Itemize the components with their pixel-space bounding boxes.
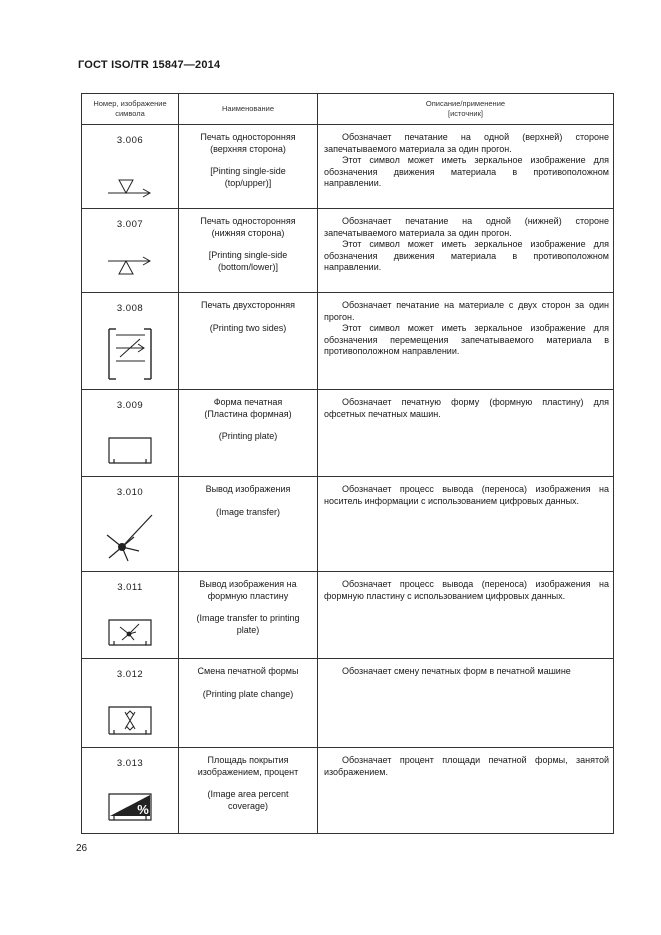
- symbol-cell: [82, 572, 179, 659]
- description-paragraph: Обозначает печатание на одной (верхней) стороне запечатываемого материала за один прогон.: [324, 132, 609, 154]
- description-cell: [318, 572, 614, 659]
- table-row: [82, 293, 614, 390]
- description-cell: [318, 209, 614, 293]
- name-en: [183, 507, 313, 519]
- table-row: [82, 390, 614, 477]
- header-name: Наименование: [179, 94, 318, 125]
- description-paragraph: Этот символ может иметь зеркальное изображение для обозначения движения материала в противоположном направлении.: [324, 239, 609, 272]
- symbol-number: 3.010: [116, 487, 144, 498]
- symbol-number: 3.011: [117, 582, 143, 593]
- document-title: ГОСТ ISO/TR 15847—2014: [78, 59, 221, 71]
- plate-change-icon: [82, 703, 179, 739]
- name-ru-line: Площадь покрытия: [207, 755, 289, 765]
- table-row: [82, 209, 614, 293]
- name-cell: [179, 390, 318, 477]
- name-ru-line: Печать двухсторонняя: [201, 300, 295, 310]
- description-cell: [318, 477, 614, 572]
- symbol-number: 3.013: [116, 758, 144, 769]
- symbol-number: 3.006: [116, 135, 144, 146]
- name-ru-line: (верхняя сторона): [210, 143, 286, 154]
- image-area-percent-icon: [82, 790, 179, 826]
- description-paragraph: Обозначает процесс вывода (переноса) изображения на носитель информации с использованием цифровых данных.: [324, 484, 609, 506]
- print-two-sides-icon: [82, 325, 179, 383]
- name-ru-line: Смена печатной формы: [197, 666, 299, 676]
- percent-sign: %: [137, 802, 149, 817]
- table-header-row: [82, 94, 614, 125]
- description-paragraph: Обозначает процент площади печатной формы, занятой изображением.: [324, 755, 609, 777]
- name-en: [183, 250, 313, 273]
- name-ru-line: Форма печатная: [213, 397, 283, 407]
- name-en-line: (Printing plate change): [202, 688, 294, 699]
- symbol-cell: [82, 659, 179, 748]
- symbol-cell: [82, 209, 179, 293]
- table-row: [82, 477, 614, 572]
- description-cell: [318, 390, 614, 477]
- name-ru-line: Печать односторонняя: [200, 216, 296, 226]
- table-row: [82, 748, 614, 834]
- name-ru-line: формную пластину: [207, 590, 289, 601]
- print-one-side-top-icon: [82, 177, 179, 203]
- symbol-cell: [82, 293, 179, 390]
- table-row: [82, 572, 614, 659]
- symbol-cell: [82, 390, 179, 477]
- description-cell: [318, 659, 614, 748]
- description-cell: [318, 125, 614, 209]
- symbol-number: 3.007: [116, 219, 144, 230]
- header-number-line-2: символа: [115, 109, 145, 118]
- name-en: [183, 613, 313, 636]
- name-en-line: [Pinting single-side: [210, 166, 286, 176]
- name-en-line: [Printing single-side: [208, 250, 288, 260]
- name-cell: [179, 748, 318, 834]
- name-en-line: (Printing two sides): [209, 322, 287, 333]
- name-ru-line: Вывод изображения: [205, 484, 291, 494]
- header-number-line-1: Номер, изображение: [93, 99, 167, 108]
- description-cell: [318, 748, 614, 834]
- name-en-line: plate): [236, 624, 260, 635]
- name-en-line: (top/upper)]: [224, 177, 272, 188]
- name-ru-line: Вывод изображения на: [199, 579, 297, 589]
- description-paragraph: Обозначает процесс вывода (переноса) изображения на формную пластину с использованием цифровых данных.: [324, 579, 609, 601]
- name-ru-line: изображением, процент: [197, 766, 299, 777]
- description-paragraph: Этот символ может иметь зеркальное изображение для обозначения перемещения запечатываемого материала в противоположном направлении.: [324, 323, 609, 356]
- symbol-number: 3.008: [116, 303, 144, 314]
- image-transfer-to-plate-icon: [82, 616, 179, 650]
- symbol-cell: [82, 125, 179, 209]
- description-paragraph: Этот символ может иметь зеркальное изображение для обозначения движения материала в противоположном направлении.: [324, 155, 609, 188]
- printing-plate-icon: [82, 434, 179, 468]
- name-en: [183, 431, 313, 443]
- symbol-number: 3.009: [116, 400, 144, 411]
- name-en-line: (Printing plate): [218, 431, 278, 441]
- header-description-line-1: Описание/применение: [425, 99, 506, 108]
- name-cell: [179, 659, 318, 748]
- symbols-table: [81, 93, 614, 834]
- name-cell: [179, 293, 318, 390]
- name-en-line: (bottom/lower)]: [217, 261, 279, 272]
- name-en: [183, 789, 313, 812]
- name-ru-line: (Пластина формная): [204, 408, 292, 419]
- name-en: [183, 166, 313, 189]
- name-cell: [179, 209, 318, 293]
- description-paragraph: Обозначает печатную форму (формную пластину) для офсетных печатных машин.: [324, 397, 609, 419]
- table-row: [82, 125, 614, 209]
- name-en-line: (Image transfer): [215, 506, 281, 517]
- name-en-line: (Image area percent: [207, 789, 289, 799]
- symbol-number: 3.012: [116, 669, 144, 680]
- image-transfer-icon: [82, 507, 179, 567]
- name-en: [183, 323, 313, 335]
- header-description-line-2: [источник]: [448, 109, 483, 118]
- name-cell: [179, 572, 318, 659]
- header-description: [318, 94, 614, 125]
- table-row: [82, 659, 614, 748]
- name-en-line: (Image transfer to printing: [196, 613, 300, 623]
- symbol-cell: [82, 477, 179, 572]
- description-paragraph: Обозначает печатание на материале с двух сторон за один прогон.: [324, 300, 609, 322]
- name-ru-line: Печать односторонняя: [200, 132, 296, 142]
- description-cell: [318, 293, 614, 390]
- header-number: [82, 94, 179, 125]
- print-one-side-bottom-icon: [82, 249, 179, 279]
- description-paragraph: Обозначает смену печатных форм в печатной машине: [342, 666, 571, 676]
- name-cell: [179, 125, 318, 209]
- name-en-line: coverage): [227, 800, 269, 811]
- name-cell: [179, 477, 318, 572]
- description-paragraph: Обозначает печатание на одной (нижней) стороне запечатываемого материала за один прогон.: [324, 216, 609, 238]
- page-number: 26: [76, 843, 88, 854]
- name-ru-line: (нижняя сторона): [211, 227, 285, 238]
- name-en: [183, 689, 313, 701]
- symbol-cell: [82, 748, 179, 834]
